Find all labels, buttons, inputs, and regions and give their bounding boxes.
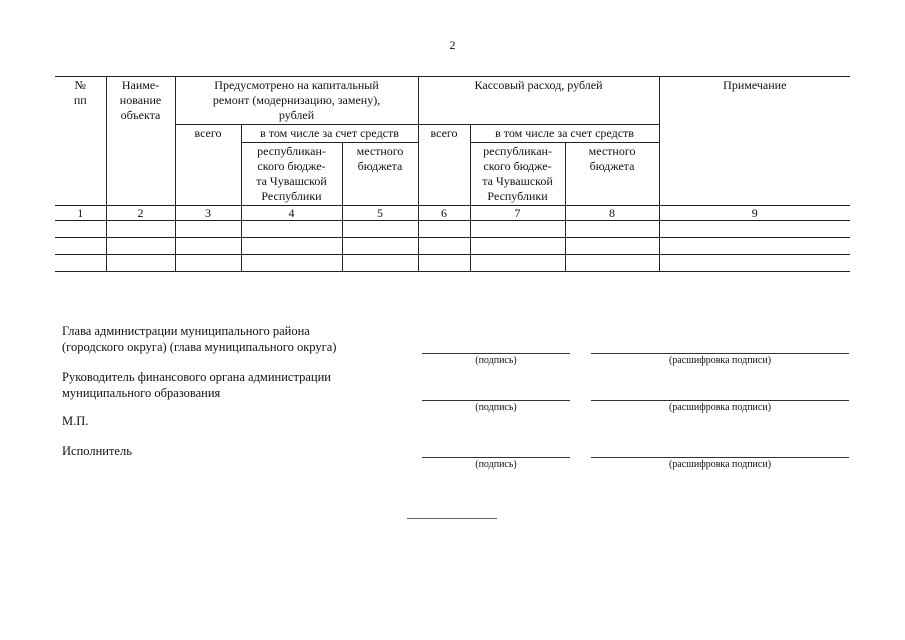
table-row <box>55 221 850 238</box>
signature-caption: (подпись) <box>475 402 517 413</box>
header-planned-republic: республикан- ского бюдже- та Чувашской Республики <box>241 143 342 206</box>
decoding-line <box>591 400 849 401</box>
decoding-caption: (расшифровка подписи) <box>668 402 772 413</box>
header-object-name: Наиме- нование объекта <box>106 77 175 206</box>
stamp-label: М.П. <box>62 414 89 428</box>
signature-label-head: Глава администрации муниципального района (городского округа) (глава муниципального округа) <box>62 324 337 354</box>
header-note: Примечание <box>659 77 850 206</box>
signature-label-executor: Исполнитель <box>62 444 132 458</box>
column-number: 1 <box>55 206 106 221</box>
decoding-line <box>591 353 849 354</box>
header-cash-total: всего <box>418 125 470 206</box>
header-planned-incl: в том числе за счет средств <box>241 125 418 143</box>
column-number: 4 <box>241 206 342 221</box>
page-number: 2 <box>449 38 456 52</box>
signature-line <box>422 353 570 354</box>
signature-line <box>422 400 570 401</box>
header-cash-incl: в том числе за счет средств <box>470 125 659 143</box>
header-no: № пп <box>55 77 106 206</box>
end-rule <box>407 518 497 519</box>
header-cash-local: местного бюджета <box>565 143 659 206</box>
header-cash-republic: республикан- ского бюдже- та Чувашской Республики <box>470 143 565 206</box>
table-row <box>55 255 850 272</box>
header-cash-expense: Кассовый расход, рублей <box>418 77 659 125</box>
column-number: 2 <box>106 206 175 221</box>
column-number: 8 <box>565 206 659 221</box>
signature-label-finance: Руководитель финансового органа администрации муниципального образования <box>62 370 331 400</box>
column-number: 9 <box>659 206 850 221</box>
decoding-line <box>591 457 849 458</box>
header-planned: Предусмотрено на капитальный ремонт (модернизацию, замену), рублей <box>175 77 418 125</box>
column-number: 5 <box>342 206 418 221</box>
signature-caption: (подпись) <box>475 459 517 470</box>
decoding-caption: (расшифровка подписи) <box>668 459 772 470</box>
column-number: 6 <box>418 206 470 221</box>
signature-caption: (подпись) <box>475 355 517 366</box>
column-number-row <box>55 206 850 221</box>
column-number: 3 <box>175 206 241 221</box>
decoding-caption: (расшифровка подписи) <box>668 355 772 366</box>
column-number: 7 <box>470 206 565 221</box>
header-planned-total: всего <box>175 125 241 206</box>
header-planned-local: местного бюджета <box>342 143 418 206</box>
report-table <box>55 76 850 272</box>
signature-line <box>422 457 570 458</box>
table-row <box>55 238 850 255</box>
